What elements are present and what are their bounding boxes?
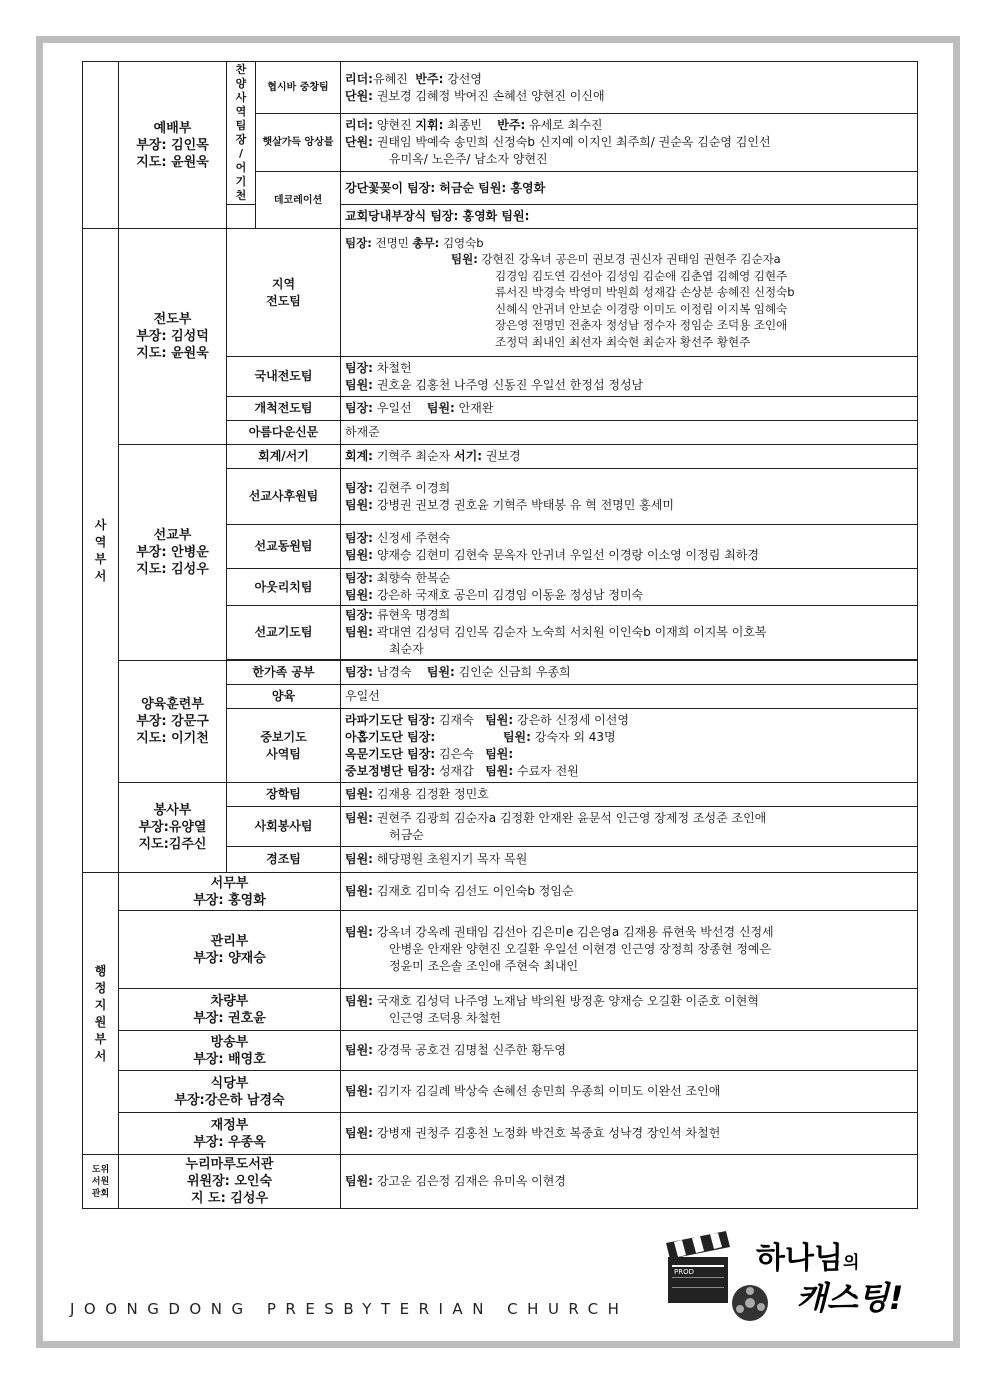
logo-line2: 캐스팅! <box>796 1279 904 1317</box>
team-name: 협시바 중창팀 <box>256 62 341 114</box>
team-members: 팀장: 최향숙 한복순 팀원: 강은하 국재호 공은미 김경임 이동윤 정성남 정미숙 <box>341 569 918 606</box>
clapper-text: PROD <box>674 1268 694 1276</box>
dept-name: 예배부 <box>153 120 192 136</box>
team-members: 팀원: 김재용 김정환 정민호 <box>341 783 918 807</box>
team-members: 팀장: 차철헌 팀원: 권호윤 김홍천 나주영 신동진 우일선 한정섭 정성남 <box>341 357 918 397</box>
team-name: 아웃리치팀 <box>227 569 341 606</box>
team-members: 팀장: 김현주 이경희 팀원: 강병권 권보경 권호윤 기혁주 박태봉 유 혁 전명민 홍세미 <box>341 469 918 525</box>
team-name: 개척전도팀 <box>227 397 341 421</box>
team-name: 선교기도팀 <box>227 606 341 660</box>
ministry-side-label: 사 역 부 서 <box>83 229 119 873</box>
dept-cell: 관리부 부장: 양재승 <box>119 911 341 989</box>
dept-cell: 재정부 부장: 우종옥 <box>119 1113 341 1155</box>
team-members: 라파기도단 팀장: 김재숙 팀원: 강은하 신정세 이선영 아홉기도단 팀장: 팀원: 강숙자 외 43명 옥문기도단 팀장: 김은숙 팀원: 중보정병단 팀장: 성재갑 팀원: 수료자 전원 <box>341 709 918 783</box>
team-members: 팀원: 김재호 김미숙 김선도 이인숙b 정임순 <box>341 873 918 911</box>
dept-cell: 차량부 부장: 권호윤 <box>119 989 341 1031</box>
choir-group-bottom <box>227 205 256 229</box>
team-name: 중보기도 사역팀 <box>227 709 341 783</box>
team-members: 팀장: 신정세 주현숙 팀원: 양재승 김현미 김현숙 문옥자 안귀녀 우일선 이경랑 이소영 이정림 최하경 <box>341 525 918 569</box>
dept-cell: 식당부 부장:강은하 남경숙 <box>119 1071 341 1113</box>
dept-advisor: 지도: 윤원욱 <box>136 154 209 170</box>
library-side-label: 도위 서원 관회 <box>83 1155 119 1209</box>
team-members: 팀원: 김기자 김길례 박상숙 손혜선 송민희 우종희 이미도 이완선 조인애 <box>341 1071 918 1113</box>
team-members: 우일선 <box>341 685 918 709</box>
team-members: 팀장: 우일선 팀원: 안재완 <box>341 397 918 421</box>
team-name: 지역 전도팀 <box>227 229 341 357</box>
team-members: 교회당내부장식 팀장: 홍영화 팀원: <box>341 205 918 229</box>
team-members: 팀원: 권현주 김광희 김순자a 김정환 안재완 윤문석 인근영 장제정 조성준 조인애 허금순 <box>341 807 918 847</box>
mission-dept-cell: 선교부 부장: 안병운 지도: 김성우 <box>119 445 227 661</box>
worship-side-cell <box>83 62 119 229</box>
team-members: 팀원: 해당평원 초원지기 목자 목원 <box>341 847 918 873</box>
church-name-footer: JOONGDONG PRESBYTERIAN CHURCH <box>70 1300 629 1318</box>
choir-group-vertical-label: 찬 양 사 역 팀 장 / 어 기 천 <box>227 62 256 205</box>
team-members: 하재준 <box>341 421 918 445</box>
team-name: 한가족 공부 <box>227 661 341 685</box>
team-members: 팀원: 강경묵 공호건 김명철 신주한 황두영 <box>341 1031 918 1071</box>
dept-cell: 누리마루도서관 위원장: 오인숙 지 도: 김성우 <box>119 1155 341 1209</box>
admin-side-label: 행 정 지 원 부 서 <box>83 873 119 1155</box>
dept-head: 부장: 김인목 <box>136 137 209 153</box>
team-name: 데코레이션 <box>256 172 341 229</box>
team-name: 햇살가득 앙상블 <box>256 114 341 172</box>
clapperboard-icon <box>660 1225 770 1325</box>
team-members: 팀장: 남경숙 팀원: 김인순 신금희 우종희 <box>341 661 918 685</box>
team-name: 회계/서기 <box>227 445 341 469</box>
team-name: 선교동원팀 <box>227 525 341 569</box>
team-members: 팀원: 국재호 김성덕 나주영 노재남 박의원 방정훈 양재승 오길환 이준호 이현혁 인근영 조덕용 차철헌 <box>341 989 918 1031</box>
team-members: 회계: 기혁주 최순자 서기: 권보경 <box>341 445 918 469</box>
team-name: 사회봉사팀 <box>227 807 341 847</box>
team-members: 팀장: 전명민 총무: 김영숙b 팀원: 강현진 강옥녀 공은미 권보경 권신자 권태임 권현주 김순자a 김경임 김도연 김선아 김성임 김순애 김춘엽 김혜영 김현주 류서진 박경숙 박영미 박원희 성재갑 손상분 송혜진 신정숙b 신혜식 안귀녀 안보순 이경랑 이미도 이정림 이지복 임혜숙 장은영 전명민 전춘자 정성남 정수자 정임순 조덕용 조인애 조정덕 최내인 최선자 최숙현 최순자 황선주 황현주 <box>341 229 918 357</box>
team-members: 리더:유혜진 반주: 강선영 단원: 권보경 김혜정 박여진 손혜선 양현진 이신애 <box>341 62 918 114</box>
dept-cell: 서무부 부장: 홍영화 <box>119 873 341 911</box>
service-dept-cell: 봉사부 부장:유양열 지도:김주신 <box>119 783 227 873</box>
team-name: 아름다운신문 <box>227 421 341 445</box>
team-members: 강단꽃꽂이 팀장: 허금순 팀원: 홍영화 <box>341 172 918 205</box>
team-name: 국내전도팀 <box>227 357 341 397</box>
team-members: 팀원: 강병재 권청주 김홍천 노정화 박건호 복중효 성낙경 장인석 차철헌 <box>341 1113 918 1155</box>
team-members: 팀원: 강옥녀 강옥례 권태임 김선아 김은미e 김은영a 김재용 류현욱 박선경 신정세 안병운 안재완 양현진 오길환 우일선 이현경 인근영 장정희 장종현 정예은 정윤미 조은솔 조인애 주현숙 최내인 <box>341 911 918 989</box>
team-members: 팀장: 류현욱 명경희 팀원: 곽대연 김성덕 김인목 김순자 노숙희 서치원 이인숙b 이재희 이지복 이호복 최순자 <box>341 606 918 660</box>
nurture-dept-cell: 양육훈련부 부장: 강문구 지도: 이기천 <box>119 661 227 783</box>
evangelism-dept-cell: 전도부 부장: 김성덕 지도: 윤원욱 <box>119 229 227 445</box>
team-name: 장학팀 <box>227 783 341 807</box>
dept-cell: 방송부 부장: 배영호 <box>119 1031 341 1071</box>
team-name: 선교사후원팀 <box>227 469 341 525</box>
team-members: 팀원: 강고운 김은정 김재은 유미옥 이현경 <box>341 1155 918 1209</box>
team-name: 경조팀 <box>227 847 341 873</box>
team-name: 양육 <box>227 685 341 709</box>
worship-dept-cell <box>119 62 227 229</box>
team-members: 리더: 양현진 지휘: 최종빈 반주: 유세로 최수진 단원: 권태임 박예숙 송민희 신정숙b 신지예 이지인 최주희/ 권순옥 김순영 김인선 유미옥/ 노은주/ 남소자 양현진 <box>341 114 918 172</box>
casting-logo <box>660 1225 960 1325</box>
org-chart-table <box>82 61 918 1209</box>
logo-line1: 하나님의 <box>756 1241 860 1276</box>
